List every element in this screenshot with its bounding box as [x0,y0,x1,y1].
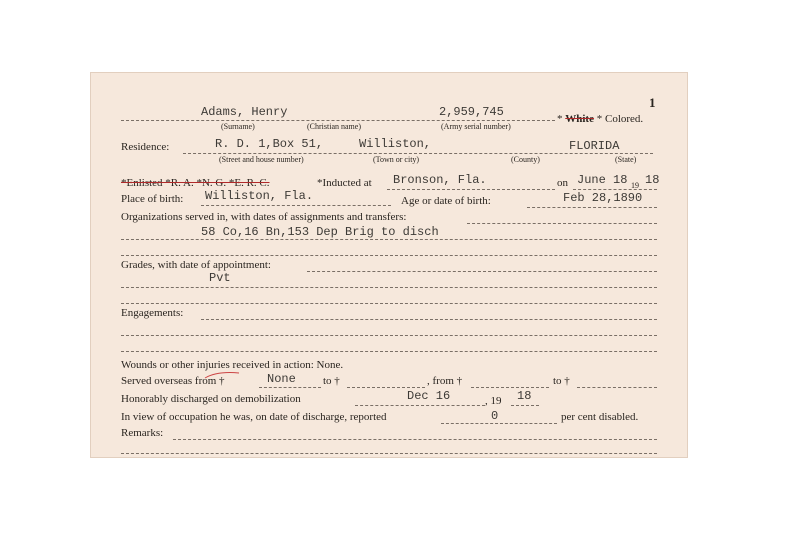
engagements-line-3 [121,351,657,352]
age-label: Age or date of birth: [401,195,491,207]
birthplace-line [201,205,391,206]
induct-date-line [573,189,657,190]
disabled-line [441,423,557,424]
serial-value: 2,959,745 [439,105,504,119]
race-asterisk: * [557,113,563,125]
birthplace-value: Williston, Fla. [205,189,314,203]
disabled-label: per cent disabled. [561,411,639,423]
inducted-label: *Inducted at [317,177,372,189]
induct-year-value: 18 [645,173,660,187]
overseas-line-3 [471,387,549,388]
race-white-struck: White [565,113,594,125]
state-value: FLORIDA [569,139,620,153]
name-value: Adams, Henry [201,105,288,119]
discharge-line [355,405,485,406]
orgs-line-3 [121,255,657,256]
name-line [121,120,555,121]
overseas-line-4 [577,387,657,388]
grades-line-3 [121,303,657,304]
serial-caption: (Army serial number) [441,122,511,131]
to-label: to † [323,375,340,387]
county-caption: (County) [511,155,540,164]
discharged-label: Honorably discharged on demobilization [121,393,301,405]
birthplace-label: Place of birth: [121,193,184,205]
engagements-line-1 [201,319,657,320]
to-label-2: to † [553,375,570,387]
disabled-value: 0 [491,409,499,423]
induct-date-value: June 18 [577,173,628,187]
engagements-label: Engagements: [121,307,184,319]
town-value: Williston, [359,137,432,151]
orgs-line-2 [121,239,657,240]
service-record-card [90,72,688,458]
residence-label: Residence: [121,141,170,153]
birthdate-value: Feb 28,1890 [563,191,643,205]
orgs-line-1 [467,223,657,224]
overseas-line-1 [259,387,321,388]
inducted-line [387,189,555,190]
enlistment-types-struck: *Enlisted *R. A. *N. G. *E. R. C. [121,177,270,189]
christian-caption: (Christian name) [307,122,361,131]
remarks-line-2 [121,453,657,454]
grades-line-2 [121,287,657,288]
residence-line [183,153,653,154]
orgs-value: 58 Co,16 Bn,153 Dep Brig to disch [201,225,439,239]
engagements-line-2 [121,335,657,336]
discharge-date-value: Dec 16 [407,389,451,403]
inducted-place-value: Bronson, Fla. [393,173,487,187]
discharge-year-value: 18 [517,389,532,403]
overseas-label: Served overseas from † [121,375,225,387]
street-value: R. D. 1,Box 51, [215,137,324,151]
remarks-label: Remarks: [121,427,164,439]
from-label: , from † [427,375,463,387]
race-separator: * [596,113,603,125]
grades-line-1 [307,271,657,272]
race-colored: Colored. [604,113,644,125]
red-pencil-mark [203,369,243,381]
grades-value: Pvt [209,271,231,285]
race-field [557,113,643,125]
discharge-year-line [511,405,539,406]
surname-caption: (Surname) [221,122,255,131]
on-label: on [557,177,568,189]
card-number: 1 [649,95,656,110]
remarks-line-1 [173,439,657,440]
state-caption: (State) [615,155,637,164]
overseas-line-2 [347,387,425,388]
discharge-year-prefix: , 19 [485,395,502,407]
grades-label: Grades, with date of appointment: [121,259,271,271]
street-caption: (Street and house number) [219,155,304,164]
orgs-label: Organizations served in, with dates of assignments and transfers: [121,211,407,223]
induct-year-prefix: 19 [631,181,639,190]
birthdate-line [527,207,657,208]
overseas-value: None [267,372,296,386]
town-caption: (Town or city) [373,155,420,164]
wounds-label: Wounds or other injuries received in action: None. [121,359,344,371]
occupation-label: In view of occupation he was, on date of discharge, reported [121,411,387,423]
